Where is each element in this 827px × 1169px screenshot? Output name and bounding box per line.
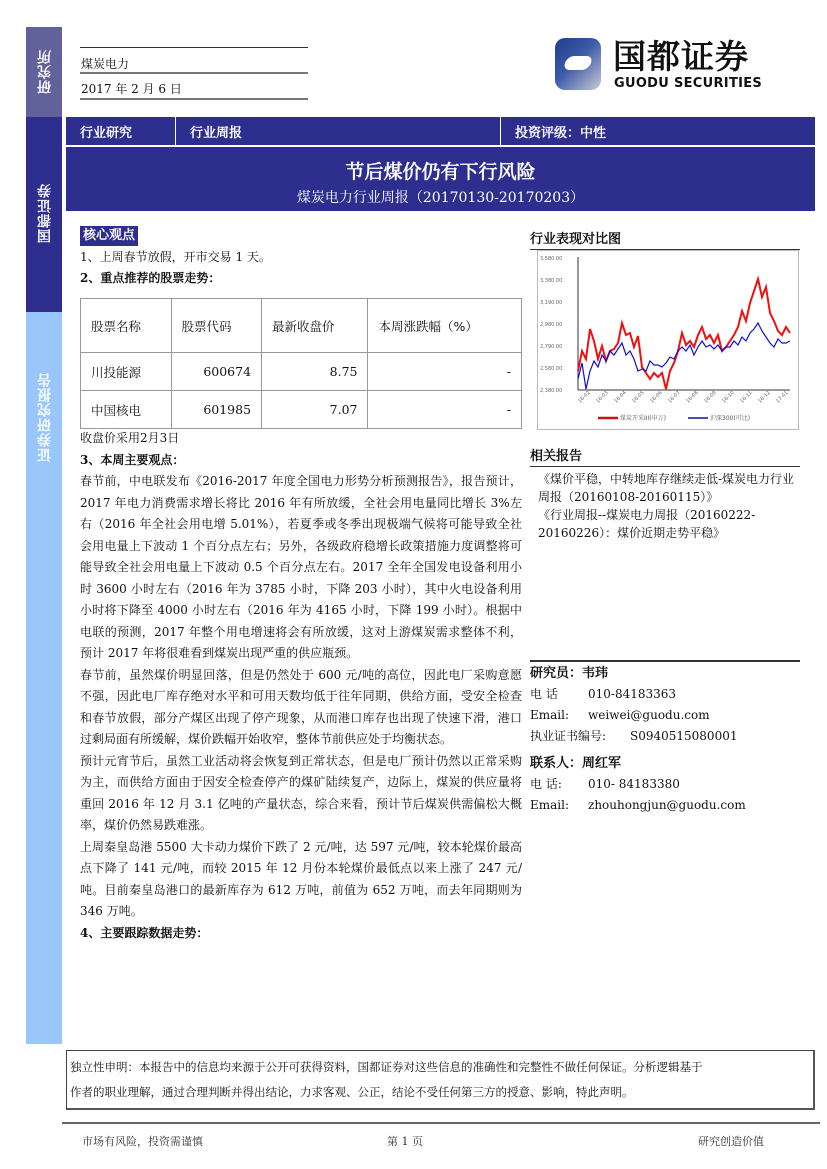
- svg-text:16-06: 16-06: [649, 389, 664, 405]
- paragraph: 上周秦皇岛港 5500 大卡动力煤价下跌了 2 元/吨，达 597 元/吨，较本轮煤价最高点下降了 141 元/吨，而较 2015 年 12 月份本轮煤价最低点以来上涨了 247 元/吨。目前秦皇岛港口的最新库存为 612 万吨，前值为 652 万吨，而去年同期则为 346 万吨。: [80, 839, 522, 918]
- line-chart: [538, 251, 798, 429]
- report-category: 行业研究: [66, 117, 176, 145]
- stock-price: 7.07: [262, 391, 368, 429]
- footer-slogan: 研究创造价值: [698, 1135, 764, 1148]
- table-row: [81, 353, 522, 391]
- investment-rating: 投资评级：中性: [515, 125, 607, 141]
- price-note: 收盘价采用2月3日: [80, 431, 180, 445]
- disclaimer-line: 作者的职业理解，通过合理判断并得出结论，力求客观、公正，结论不受任何第三方的授意、影响，特此声明。: [70, 1085, 634, 1099]
- point-4: 4、主要跟踪数据走势：: [80, 925, 209, 940]
- title-banner: [66, 147, 815, 211]
- sidebar-research-institute: [26, 27, 62, 117]
- svg-text:16-10: 16-10: [721, 389, 736, 405]
- stock-name: 中国核电: [81, 391, 172, 429]
- paragraph: 春节前，虽然煤价明显回落，但是仍然处于 600 元/吨的高位，因此电厂采购意愿不强，因此电厂库存绝对水平和可用天数均低于往年同期，供给方面，受安全检查和春节放假，部分产煤区出现了停产现象，从而港口库存也出现了快速下滑，港口过剩局面有所缓解，煤价跌幅开始收窄，整体节前供应处于均衡状态。: [80, 667, 522, 746]
- table-header: 本周涨跌幅（%）: [368, 299, 522, 353]
- performance-chart: [537, 250, 799, 430]
- point-3: 3、本周主要观点：: [80, 452, 185, 467]
- svg-text:16-03: 16-03: [595, 389, 610, 405]
- table-row: [81, 391, 522, 429]
- page-number: 第 1 页: [387, 1135, 423, 1148]
- svg-text:沪深300(可比): 沪深300(可比): [710, 415, 751, 422]
- stock-change: -: [368, 353, 522, 391]
- svg-text:16-04: 16-04: [613, 389, 628, 405]
- svg-text:16-07: 16-07: [667, 389, 682, 405]
- contact-phone: 010- 84183380: [588, 777, 680, 791]
- table-header: 最新收盘价: [262, 299, 368, 353]
- svg-text:2,790.00: 2,790.00: [540, 344, 563, 350]
- logo-icon: [555, 38, 601, 90]
- stock-name: 川投能源: [81, 353, 172, 391]
- stock-code: 601985: [171, 391, 262, 429]
- table-header-row: [81, 299, 522, 353]
- stocks-table-wrap: [80, 298, 522, 429]
- sidebar-label-bottom: 证券研究报告: [37, 372, 53, 462]
- header-rule: [80, 72, 308, 74]
- page-subtitle: 煤炭电力行业周报（20170130-20170203）: [296, 190, 585, 206]
- svg-text:煤炭开采III(申万): 煤炭开采III(申万): [620, 415, 666, 422]
- divider: [530, 660, 800, 662]
- paragraph: 春节前，中电联发布《2016-2017 年度全国电力形势分析预测报告》，报告预计，2017 年电力消费需求增长将比 2016 年有所放缓，全社会用电量同比增长 3%左右（2016 年全社会用电增 5.01%），若夏季或冬季出现极端气候将可能导致全社会用电量上下波动 1 个百分点左右；另外，各级政府稳增长政策措施力度调整将可能导致全社会用电量上下波动 0.5 个百分点左右。2017 全年全国发电设备利用小时 3600 小时左右（2016 年为 3785 小时，下降 203 小时），其中火电设备利用小时将下降至 4000 小时左右（2016 年为 4165 小时，下降 199 小时）。根据中电联的预测，2017 年整个用电增速将会有所放缓，这对上游煤炭需求整体不利，预计 2017 年将很难看到煤炭出现严重的供应瓶颈。: [80, 474, 522, 660]
- footer-rule: [62, 1122, 820, 1124]
- sidebar-report-type: [26, 312, 62, 1044]
- logo-name-en: GUODU SECURITIES: [614, 76, 763, 91]
- header-rule: [80, 47, 308, 48]
- related-report-link[interactable]: 《煤价平稳，中转地库存继续走低-煤炭电力行业周报（20160108-20160115）》: [538, 472, 795, 504]
- sidebar-company: [26, 117, 62, 312]
- stocks-table: [80, 298, 522, 429]
- analyst-info: [530, 663, 800, 816]
- svg-text:16-08: 16-08: [685, 389, 700, 405]
- contact-title: 联系人：周红军: [530, 756, 622, 771]
- cert-label: 执业证书编号:: [530, 729, 607, 743]
- paragraph: 预计元宵节后，虽然工业活动将会恢复到正常状态，但是电厂预计仍然以正常采购为主，而供给方面由于因安全检查停产的煤矿陆续复产，边际上，煤炭的供应量将重回 2016 年 12 月 3.1 亿吨的产量状态，综合来看，预计节后煤炭供需偏松大概率，煤价仍然易跌难涨。: [80, 753, 522, 832]
- svg-text:2,580.00: 2,580.00: [540, 366, 563, 372]
- svg-text:16-12: 16-12: [757, 389, 772, 405]
- stock-change: -: [368, 391, 522, 429]
- contact-email[interactable]: zhouhongjun@guodu.com: [588, 798, 746, 812]
- svg-text:16-05: 16-05: [631, 389, 646, 405]
- svg-text:3,190.00: 3,190.00: [540, 300, 563, 306]
- sidebar-label-mid: 国都证券: [37, 183, 53, 243]
- svg-text:16-02: 16-02: [577, 389, 592, 405]
- related-reports: [530, 445, 800, 542]
- main-views: [80, 428, 522, 944]
- point-2: 2、重点推荐的股票走势：: [80, 271, 221, 285]
- footer-risk-warning: 市场有风险，投资需谨慎: [82, 1135, 203, 1148]
- sidebar-label-top: 研究所: [37, 49, 53, 94]
- svg-text:16-09: 16-09: [703, 389, 718, 405]
- svg-text:2,380.00: 2,380.00: [540, 388, 563, 394]
- stock-price: 8.75: [262, 353, 368, 391]
- header-rule: [80, 98, 308, 100]
- stock-code: 600674: [171, 353, 262, 391]
- svg-text:3,380.00: 3,380.00: [540, 278, 563, 284]
- disclaimer-box: [66, 1050, 815, 1110]
- analyst-cert: S0940515080001: [630, 729, 738, 743]
- table-header: 股票名称: [81, 299, 172, 353]
- analyst-phone: 010-84183363: [588, 687, 677, 701]
- analyst-email[interactable]: weiwei@guodu.com: [588, 708, 710, 722]
- disclaimer-line: 独立性申明：本报告中的信息均来源于公开可获得资料，国都证券对这些信息的准确性和完整性不做任何保证。分析逻辑基于: [70, 1060, 703, 1074]
- svg-text:16-11: 16-11: [739, 389, 754, 405]
- logo-name-cn: 国都证券: [613, 37, 749, 76]
- related-title: 相关报告: [530, 445, 800, 467]
- related-report-link[interactable]: 《行业周报--煤炭电力周报（20160222-20160226）：煤价近期走势平稳》: [538, 508, 756, 540]
- svg-text:17-01: 17-01: [775, 389, 790, 405]
- company-logo: [555, 38, 795, 93]
- report-date: 2017 年 2 月 6 日: [81, 82, 182, 96]
- page-title: 节后煤价仍有下行风险: [345, 161, 536, 183]
- core-views: [80, 225, 522, 290]
- series-csi300: [578, 323, 790, 389]
- series-coal-mining: [578, 279, 790, 389]
- email-label: Email:: [530, 798, 570, 812]
- email-label: Email:: [530, 708, 570, 722]
- svg-text:2,980.00: 2,980.00: [540, 322, 563, 328]
- chart-section: [530, 228, 800, 250]
- report-type: 行业周报: [176, 117, 501, 145]
- report-meta-bar: [66, 117, 815, 145]
- core-views-tag: 核心观点: [80, 226, 138, 246]
- analyst-title: 研究员：韦玮: [530, 666, 609, 681]
- point-1: 1、上周春节放假，开市交易 1 天。: [80, 249, 271, 264]
- table-header: 股票代码: [171, 299, 262, 353]
- phone-label: 电 话: [530, 687, 558, 701]
- svg-text:3,580.00: 3,580.00: [540, 256, 563, 262]
- industry-label: 煤炭电力: [81, 57, 130, 71]
- chart-title: 行业表现对比图: [530, 228, 800, 250]
- phone-label: 电 话:: [530, 777, 562, 791]
